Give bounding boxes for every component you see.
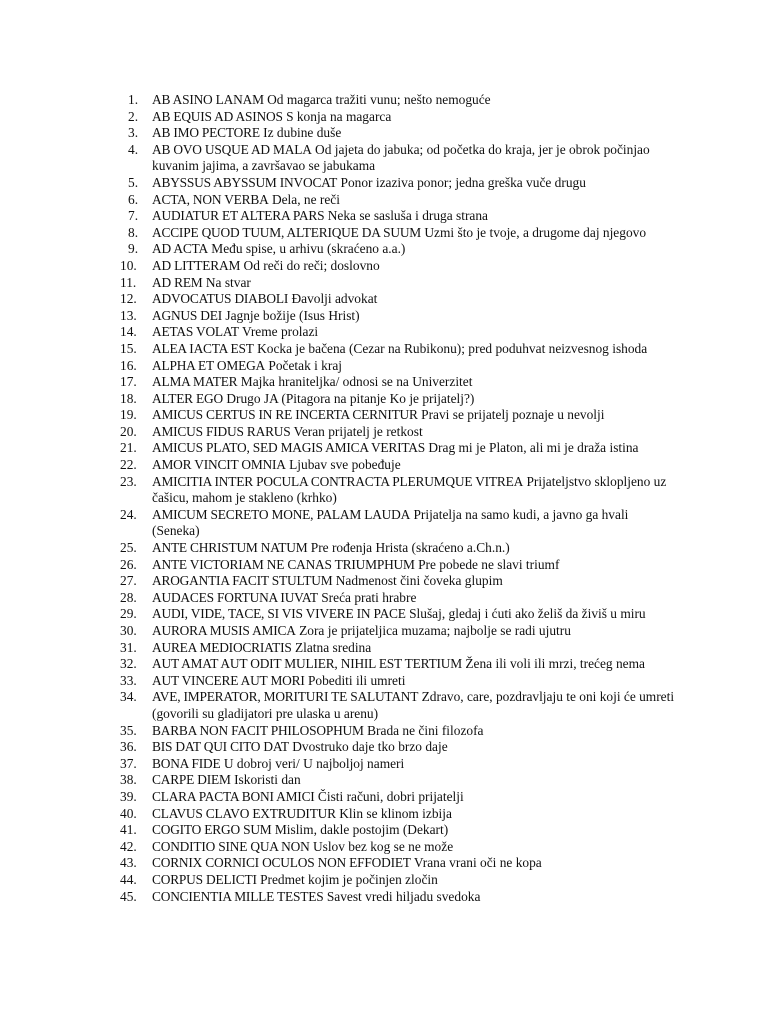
phrase-translation: Čisti računi, dobri prijatelji [317,788,464,804]
phrase-translation: Zdravo, care, pozdravljaju te oni koji će umreti (govorili su gladijatori pre ulaska u arenu) [152,689,675,721]
latin-phrase: BARBA NON FACIT PHILOSOPHUM [152,722,364,738]
item-number: 21. [120,440,137,456]
latin-phrase: AUDI, VIDE, TACE, SI VIS VIVERE IN PACE [152,606,406,622]
latin-phrase: AB OVO USQUE AD MALA [152,141,312,157]
list-item [118,109,678,126]
item-number: 39. [120,788,137,804]
phrase-translation: Kocka je bačena (Cezar na Rubikonu); pred poduhvat neizvesnog ishoda [257,340,648,356]
latin-phrase: AD ACTA [152,241,208,257]
phrase-translation: Slušaj, gledaj i ćuti ako želiš da živiš u miru [409,606,646,622]
latin-phrase: AMICUS FIDUS RARUS [152,423,291,439]
item-number: 27. [120,573,137,589]
latin-phrase: AD LITTERAM [152,257,241,273]
latin-phrase: ADVOCATUS DIABOLI [152,291,289,307]
item-number: 32. [120,656,137,672]
list-item [118,291,678,308]
phrase-translation: Pre pobede ne slavi triumf [418,556,560,572]
phrase-translation: Vreme prolazi [241,324,319,340]
latin-phrase: AETAS VOLAT [152,324,239,340]
item-number: 29. [120,606,137,622]
list-item [118,756,678,773]
item-number: 31. [120,639,137,655]
latin-phrase: ANTE CHRISTUM NATUM [152,540,308,556]
latin-phrase: CONDITIO SINE QUA NON [152,838,310,854]
item-number: 36. [120,739,137,755]
latin-phrase: AUDACES FORTUNA IUVAT [152,589,318,605]
phrase-translation: S konja na magarca [286,108,392,124]
item-number: 16. [120,357,137,373]
list-item [118,789,678,806]
list-item [118,806,678,823]
item-number: 15. [120,340,137,356]
latin-phrase-list [118,92,678,905]
list-item [118,474,678,507]
item-number: 25. [120,540,137,556]
item-number: 45. [120,888,137,904]
phrase-translation: Uzmi što je tvoje, a drugome daj njegovo [424,224,647,240]
list-item [118,623,678,640]
phrase-translation: Nadmenost čini čoveka glupim [335,573,503,589]
item-number: 18. [120,390,137,406]
item-number: 35. [120,722,137,738]
list-item [118,606,678,623]
latin-phrase: CLAVUS CLAVO EXTRUDITUR [152,805,336,821]
latin-phrase: AB IMO PECTORE [152,125,260,141]
list-item [118,391,678,408]
latin-phrase: AUT AMAT AUT ODIT MULIER, NIHIL EST TERTIUM [152,656,462,672]
list-item [118,142,678,175]
list-item [118,839,678,856]
item-number: 11. [120,274,137,290]
list-item [118,855,678,872]
list-item [118,125,678,142]
latin-phrase: AUT VINCERE AUT MORI [152,672,305,688]
item-number: 7. [128,208,139,224]
list-item [118,822,678,839]
item-number: 37. [120,755,137,771]
item-number: 40. [120,805,137,821]
list-item [118,640,678,657]
list-item [118,374,678,391]
latin-phrase: CARPE DIEM [152,772,231,788]
latin-phrase: ALEA IACTA EST [152,340,254,356]
phrase-translation: Od reči do reči; doslovno [243,257,380,273]
list-item [118,225,678,242]
list-item [118,557,678,574]
list-item [118,689,678,722]
item-number: 19. [120,407,137,423]
item-number: 24. [120,506,137,522]
item-number: 13. [120,307,137,323]
latin-phrase: AUDIATUR ET ALTERA PARS [152,208,325,224]
latin-phrase: AMICITIA INTER POCULA CONTRACTA PLERUMQUE VITREA [152,473,524,489]
phrase-translation: Ljubav sve pobeđuje [289,457,401,473]
list-item [118,872,678,889]
phrase-translation: Veran prijatelj je retkost [293,423,423,439]
list-item [118,772,678,789]
latin-phrase: ALPHA ET OMEGA [152,357,266,373]
list-item [118,673,678,690]
latin-phrase: ANTE VICTORIAM NE CANAS TRIUMPHUM [152,556,415,572]
phrase-translation: Savest vredi hiljadu svedoka [326,888,481,904]
phrase-translation: Na stvar [205,274,251,290]
latin-phrase: AD REM [152,274,203,290]
latin-phrase: CONCIENTIA MILLE TESTES [152,888,324,904]
item-number: 43. [120,855,137,871]
phrase-translation: Jagnje božije (Isus Hrist) [225,307,360,323]
phrase-translation: Klin se klinom izbija [339,805,452,821]
phrase-translation: Drugo JA (Pitagora na pitanje Ko je prijatelj?) [226,390,475,406]
list-item [118,739,678,756]
list-item [118,723,678,740]
list-item [118,92,678,109]
latin-phrase: AVE, IMPERATOR, MORITURI TE SALUTANT [152,689,419,705]
latin-phrase: ABYSSUS ABYSSUM INVOCAT [152,174,338,190]
list-item [118,275,678,292]
phrase-translation: Od magarca tražiti vunu; nešto nemoguće [267,92,491,107]
phrase-translation: Neka se sasluša i druga strana [327,208,488,224]
list-item [118,440,678,457]
phrase-translation: Pravi se prijatelj poznaje u nevolji [421,407,605,423]
item-number: 34. [120,689,137,705]
list-item [118,507,678,540]
list-item [118,540,678,557]
item-number: 42. [120,838,137,854]
item-number: 2. [128,108,139,124]
phrase-translation: U dobroj veri/ U najboljoj nameri [223,755,405,771]
phrase-translation: Drag mi je Platon, ali mi je draža istina [428,440,639,456]
latin-phrase: CORNIX CORNICI OCULOS NON EFFODIET [152,855,411,871]
list-item [118,175,678,192]
latin-phrase: ACTA, NON VERBA [152,191,269,207]
phrase-translation: Od jajeta do jabuka; od početka do kraja, jer je obrok počinjao kuvanim jajima, a završavao se jabukama [152,141,650,174]
phrase-translation: Brada ne čini filozofa [367,722,484,738]
phrase-translation: Prijateljstvo sklopljeno uz čašicu, mahom je stakleno (krhko) [152,473,667,506]
item-number: 17. [120,374,137,390]
list-item [118,590,678,607]
latin-phrase: ACCIPE QUOD TUUM, ALTERIQUE DA SUUM [152,224,422,240]
item-number: 23. [120,473,137,489]
item-number: 8. [128,224,139,240]
latin-phrase: CLARA PACTA BONI AMICI [152,788,315,804]
latin-phrase: AMOR VINCIT OMNIA [152,457,286,473]
phrase-translation: Početak i kraj [268,357,342,373]
item-number: 3. [128,125,139,141]
list-item [118,656,678,673]
phrase-translation: Ponor izaziva ponor; jedna greška vuče drugu [340,174,586,190]
item-number: 28. [120,589,137,605]
latin-phrase: AMICUS CERTUS IN RE INCERTA CERNITUR [152,407,418,423]
item-number: 5. [128,174,139,190]
item-number: 20. [120,423,137,439]
list-item [118,208,678,225]
phrase-translation: Dvostruko daje tko brzo daje [292,739,448,755]
latin-phrase: CORPUS DELICTI [152,871,257,887]
phrase-translation: Iz dubine duše [263,125,342,141]
latin-phrase: BIS DAT QUI CITO DAT [152,739,289,755]
list-item [118,241,678,258]
item-number: 38. [120,772,137,788]
phrase-translation: Pre rođenja Hrista (skraćeno a.Ch.n.) [310,540,510,556]
item-number: 10. [120,257,137,273]
phrase-translation: Vrana vrani oči ne kopa [413,855,542,871]
item-number: 1. [128,92,139,107]
item-number: 44. [120,871,137,887]
item-number: 9. [128,241,139,257]
latin-phrase: ALTER EGO [152,390,223,406]
phrase-translation: Uslov bez kog se ne može [312,838,454,854]
item-number: 6. [128,191,139,207]
list-item [118,573,678,590]
item-number: 41. [120,822,137,838]
phrase-translation: Prijatelja na samo kudi, a javno ga hvali (Seneka) [152,506,629,539]
list-item [118,407,678,424]
list-item [118,308,678,325]
list-item [118,889,678,906]
item-number: 33. [120,672,137,688]
item-number: 14. [120,324,137,340]
list-item [118,358,678,375]
latin-phrase: COGITO ERGO SUM [152,822,272,838]
list-item [118,258,678,275]
item-number: 26. [120,556,137,572]
phrase-translation: Dela, ne reči [271,191,340,207]
list-item [118,324,678,341]
phrase-translation: Zlatna sredina [294,639,372,655]
latin-phrase: ALMA MATER [152,374,238,390]
phrase-translation: Sreća prati hrabre [321,589,417,605]
list-item [118,424,678,441]
list-item [118,457,678,474]
phrase-translation: Predmet kojim je počinjen zločin [260,871,438,887]
phrase-translation: Žena ili voli ili mrzi, trećeg nema [465,656,645,672]
item-number: 22. [120,457,137,473]
latin-phrase: AUREA MEDIOCRIATIS [152,639,292,655]
latin-phrase: AB EQUIS AD ASINOS [152,108,283,124]
list-item [118,341,678,358]
item-number: 4. [128,141,139,157]
item-number: 12. [120,291,137,307]
phrase-translation: Pobediti ili umreti [307,672,406,688]
latin-phrase: AROGANTIA FACIT STULTUM [152,573,333,589]
latin-phrase: AURORA MUSIS AMICA [152,623,296,638]
phrase-translation: Mislim, dakle postojim (Dekart) [274,822,449,838]
latin-phrase: AMICUM SECRETO MONE, PALAM LAUDA [152,506,411,522]
phrase-translation: Zora je prijateljica muzama; najbolje se radi ujutru [299,623,571,638]
latin-phrase: AB ASINO LANAM [152,92,264,107]
phrase-translation: Đavolji advokat [291,291,378,307]
latin-phrase: BONA FIDE [152,755,221,771]
phrase-translation: Iskoristi dan [234,772,301,788]
latin-phrase: AGNUS DEI [152,307,222,323]
item-number: 30. [120,623,137,638]
phrase-translation: Majka hraniteljka/ odnosi se na Univerzitet [240,374,473,390]
list-item [118,192,678,209]
phrase-translation: Među spise, u arhivu (skraćeno a.a.) [211,241,406,257]
latin-phrase: AMICUS PLATO, SED MAGIS AMICA VERITAS [152,440,426,456]
